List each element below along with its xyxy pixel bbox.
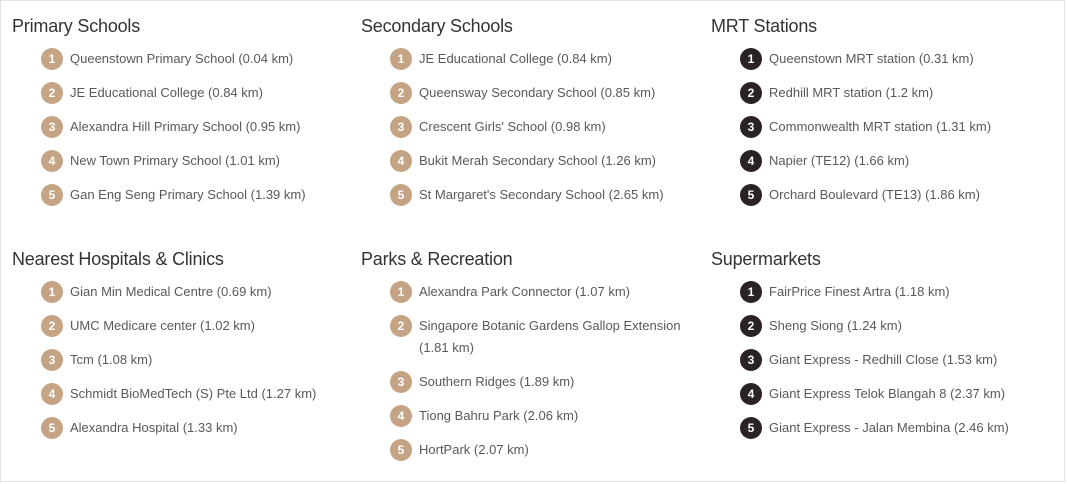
rank-badge: 4: [41, 383, 63, 405]
item-label: Giant Express Telok Blangah 8 (2.37 km): [769, 386, 1006, 401]
item-label: Schmidt BioMedTech (S) Pte Ltd (1.27 km): [70, 386, 317, 401]
item-label: Redhill MRT station (1.2 km): [769, 85, 934, 100]
item-label: JE Educational College (0.84 km): [419, 51, 612, 66]
item-label: Giant Express - Jalan Membina (2.46 km): [769, 420, 1009, 435]
rank-badge: 5: [390, 184, 412, 206]
rank-badge: 2: [740, 315, 762, 337]
list-item: [41, 116, 352, 150]
rank-badge: 2: [390, 315, 412, 337]
rank-badge: 1: [390, 281, 412, 303]
rank-badge: 2: [41, 315, 63, 337]
list-item: [390, 439, 681, 473]
rank-badge: 5: [740, 417, 762, 439]
rank-badge: 4: [740, 150, 762, 172]
item-label: Orchard Boulevard (TE13) (1.86 km): [769, 187, 980, 202]
amenity-list: [711, 281, 1051, 451]
rank-badge: 3: [740, 349, 762, 371]
rank-badge: 4: [740, 383, 762, 405]
list-item: [41, 150, 352, 184]
amenity-list: [361, 281, 681, 473]
list-item: [740, 315, 1051, 349]
list-item: [740, 281, 1051, 315]
item-label: Alexandra Hospital (1.33 km): [70, 420, 238, 435]
section-hospitals-clinics: [12, 247, 352, 451]
list-item: [740, 116, 1051, 150]
rank-badge: 2: [740, 82, 762, 104]
item-label: Giant Express - Redhill Close (1.53 km): [769, 352, 998, 367]
list-item: [740, 349, 1051, 383]
amenity-list: [361, 48, 701, 218]
rank-badge: 1: [740, 48, 762, 70]
item-label: Queenstown MRT station (0.31 km): [769, 51, 974, 66]
list-item: [390, 116, 701, 150]
amenity-list: [12, 281, 352, 451]
list-item: [41, 281, 352, 315]
section-title: Primary Schools: [12, 16, 141, 36]
section-title: MRT Stations: [711, 16, 817, 36]
rank-badge: 5: [41, 184, 63, 206]
rank-badge: 3: [41, 349, 63, 371]
list-item: [390, 315, 681, 371]
rank-badge: 3: [390, 116, 412, 138]
section-title: Supermarkets: [711, 249, 821, 269]
item-label: New Town Primary School (1.01 km): [70, 153, 280, 168]
rank-badge: 4: [390, 405, 412, 427]
list-item: [41, 417, 352, 451]
rank-badge: 2: [41, 82, 63, 104]
list-item: [740, 417, 1051, 451]
rank-badge: 1: [740, 281, 762, 303]
item-label: Gan Eng Seng Primary School (1.39 km): [70, 187, 306, 202]
item-label: Bukit Merah Secondary School (1.26 km): [419, 153, 656, 168]
item-label: Queensway Secondary School (0.85 km): [419, 85, 656, 100]
rank-badge: 1: [390, 48, 412, 70]
item-label: Napier (TE12) (1.66 km): [769, 153, 910, 168]
item-label: UMC Medicare center (1.02 km): [70, 318, 255, 333]
rank-badge: 3: [740, 116, 762, 138]
item-label: Singapore Botanic Gardens Gallop Extension (1.81 km): [419, 318, 681, 355]
rank-badge: 4: [41, 150, 63, 172]
item-label: JE Educational College (0.84 km): [70, 85, 263, 100]
section-mrt-stations: [711, 14, 1051, 218]
rank-badge: 3: [41, 116, 63, 138]
rank-badge: 1: [41, 48, 63, 70]
item-label: Alexandra Park Connector (1.07 km): [419, 284, 630, 299]
section-title: Secondary Schools: [361, 16, 513, 36]
item-label: Commonwealth MRT station (1.31 km): [769, 119, 992, 134]
section-title: Parks & Recreation: [361, 249, 513, 269]
list-item: [740, 82, 1051, 116]
list-item: [41, 184, 352, 218]
rank-badge: 5: [390, 439, 412, 461]
list-item: [390, 48, 701, 82]
list-item: [41, 349, 352, 383]
item-label: HortPark (2.07 km): [419, 442, 529, 457]
section-secondary-schools: [361, 14, 701, 218]
list-item: [740, 383, 1051, 417]
section-primary-schools: [12, 14, 352, 218]
list-item: [390, 371, 681, 405]
item-label: Alexandra Hill Primary School (0.95 km): [70, 119, 301, 134]
item-label: Gian Min Medical Centre (0.69 km): [70, 284, 272, 299]
rank-badge: 3: [390, 371, 412, 393]
item-label: Crescent Girls' School (0.98 km): [419, 119, 606, 134]
rank-badge: 5: [740, 184, 762, 206]
list-item: [390, 281, 681, 315]
item-label: Tiong Bahru Park (2.06 km): [419, 408, 579, 423]
list-item: [390, 150, 701, 184]
item-label: St Margaret's Secondary School (2.65 km): [419, 187, 664, 202]
section-parks-recreation: [361, 247, 681, 473]
amenity-list: [711, 48, 1051, 218]
section-title: Nearest Hospitals & Clinics: [12, 249, 224, 269]
list-item: [41, 315, 352, 349]
rank-badge: 2: [390, 82, 412, 104]
list-item: [390, 82, 701, 116]
list-item: [740, 150, 1051, 184]
item-label: Tcm (1.08 km): [70, 352, 153, 367]
rank-badge: 4: [390, 150, 412, 172]
item-label: Sheng Siong (1.24 km): [769, 318, 902, 333]
item-label: FairPrice Finest Artra (1.18 km): [769, 284, 950, 299]
rank-badge: 1: [41, 281, 63, 303]
rank-badge: 5: [41, 417, 63, 439]
list-item: [740, 184, 1051, 218]
section-supermarkets: [711, 247, 1051, 451]
list-item: [740, 48, 1051, 82]
list-item: [41, 48, 352, 82]
item-label: Queenstown Primary School (0.04 km): [70, 51, 294, 66]
item-label: Southern Ridges (1.89 km): [419, 374, 575, 389]
list-item: [390, 405, 681, 439]
list-item: [390, 184, 701, 218]
list-item: [41, 82, 352, 116]
list-item: [41, 383, 352, 417]
amenity-list: [12, 48, 352, 218]
